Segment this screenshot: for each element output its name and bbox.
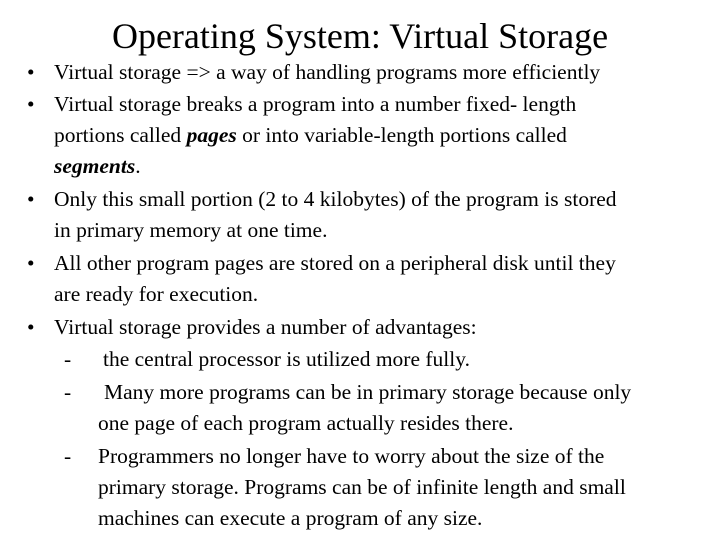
dash-marker: - xyxy=(64,380,72,404)
bullet-2-line-2 xyxy=(54,120,567,152)
bullet-2-text: . xyxy=(135,154,141,178)
bullet-marker: • xyxy=(27,251,35,275)
bullet-marker: • xyxy=(27,315,35,339)
subitem-2-line-2: one page of each program actually resides there. xyxy=(98,411,514,435)
subitem-3-line-3: machines can execute a program of any size. xyxy=(98,506,483,530)
bullet-1-line-1: Virtual storage => a way of handling programs more efficiently xyxy=(54,60,601,84)
bullet-marker: • xyxy=(27,187,35,211)
slide-title: Operating System: Virtual Storage xyxy=(111,16,609,56)
subitem-3-line-2: primary storage. Programs can be of infinite length and small xyxy=(98,475,626,499)
bullet-2-text: or into variable-length portions called xyxy=(236,123,567,147)
dash-marker: - xyxy=(64,444,72,468)
bullet-3-line-1: Only this small portion (2 to 4 kilobytes) of the program is stored xyxy=(54,187,617,211)
subitem-2-line-1: Many more programs can be in primary storage because only xyxy=(104,380,632,404)
bullet-2-line-3 xyxy=(54,151,141,183)
term-segments: segments xyxy=(54,154,136,178)
bullet-marker: • xyxy=(27,60,35,84)
bullet-4-line-2: are ready for execution. xyxy=(54,282,259,306)
bullet-2-text: portions called xyxy=(54,123,187,147)
bullet-2-line-1: Virtual storage breaks a program into a number fixed- length xyxy=(54,92,577,116)
bullet-marker: • xyxy=(27,92,35,116)
dash-marker: - xyxy=(64,347,72,371)
bullet-5-line-1: Virtual storage provides a number of advantages: xyxy=(54,315,477,339)
bullet-3-line-2: in primary memory at one time. xyxy=(54,218,328,242)
subitem-3-line-1: Programmers no longer have to worry about the size of the xyxy=(98,444,605,468)
subitem-1-line-1: the central processor is utilized more fully. xyxy=(103,347,470,371)
term-pages: pages xyxy=(186,123,237,147)
bullet-4-line-1: All other program pages are stored on a peripheral disk until they xyxy=(54,251,616,275)
